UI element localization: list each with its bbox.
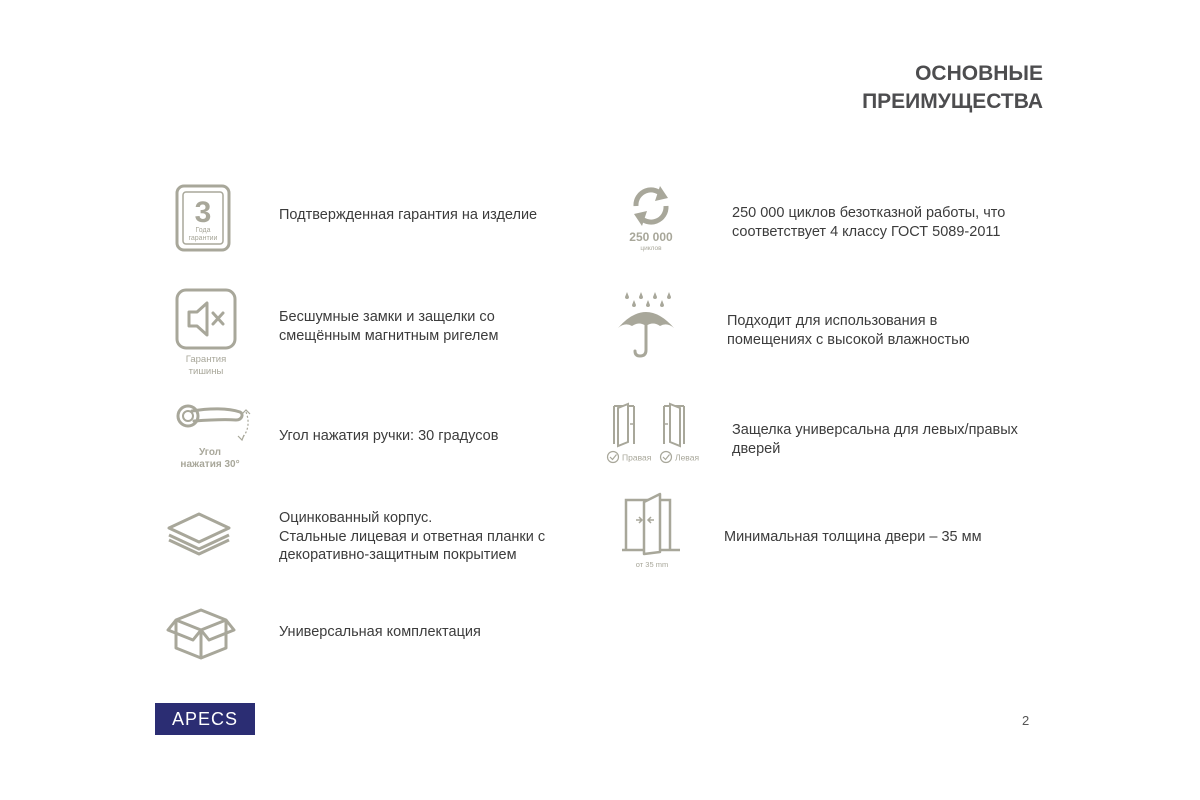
feature-text-line: Стальные лицевая и ответная планки с [279, 528, 546, 545]
feature-layers-text [279, 509, 545, 565]
feature-text-line: Универсальная комплектация [279, 624, 481, 640]
feature-thickness-text [724, 528, 982, 547]
door-thickness-icon [620, 492, 684, 572]
feature-text-line: Оцинкованный корпус. [279, 510, 433, 526]
door-icon-label-left: Левая [675, 452, 700, 463]
feature-text-line: Угол нажатия ручки: 30 градусов [279, 428, 499, 444]
handle-icon-caption-2: нажатия 30° [180, 459, 240, 470]
warranty-3-years-icon [175, 184, 231, 254]
silent-speaker-icon [175, 288, 237, 378]
apecs-logo: APECS [155, 703, 255, 735]
feature-text-line: Минимальная толщина двери – 35 мм [724, 529, 982, 545]
page-title-line-2: ПРЕИМУЩЕСТВА [862, 90, 1043, 113]
feature-text-line: 250 000 циклов безотказной работы, что [732, 205, 1006, 221]
page-number: 2 [1022, 713, 1030, 728]
warranty-icon-caption-2: гарантии [188, 235, 218, 242]
feature-text-line: дверей [732, 440, 781, 457]
handle-icon-caption-1: Угол [198, 447, 222, 458]
feature-box-text [279, 623, 481, 642]
feature-text-line: Подходит для использования в [727, 313, 938, 329]
warranty-icon-caption-1: Года [195, 227, 211, 234]
cycles-icon-number: 250 000 [629, 230, 673, 244]
feature-text-line: помещениях с высокой влажностью [727, 331, 970, 348]
handle-angle-icon [170, 400, 254, 472]
door-icon-label-right: Правая [622, 452, 652, 463]
feature-silent-text [279, 308, 498, 345]
box-icon [166, 602, 236, 660]
warranty-icon-number: 3 [194, 196, 212, 229]
cycles-icon-caption: циклов [640, 245, 662, 252]
feature-warranty-text [279, 206, 537, 225]
feature-text-line: Бесшумные замки и защелки со [279, 309, 495, 325]
umbrella-rain-icon [614, 290, 678, 358]
feature-doors-text [732, 421, 1018, 458]
layers-icon [166, 510, 232, 556]
feature-text-line: Защелка универсальна для левых/правых [732, 422, 1018, 438]
cycles-icon [620, 182, 682, 254]
feature-text-line: декоративно-защитным покрытием [279, 547, 517, 563]
left-right-door-icon [604, 402, 708, 466]
page-title [862, 60, 1043, 116]
feature-cycles-text [732, 204, 1005, 241]
feature-text-line: смещённым магнитным ригелем [279, 327, 499, 344]
thickness-icon-caption: от 35 mm [635, 560, 669, 569]
silent-icon-caption-1: Гарантия [185, 354, 227, 365]
page-title-line-1: ОСНОВНЫЕ [915, 62, 1043, 85]
feature-handle-text [279, 427, 498, 446]
feature-text-line: Подтвержденная гарантия на изделие [279, 207, 538, 223]
silent-icon-caption-2: тишины [188, 366, 224, 377]
feature-text-line: соответствует 4 классу ГОСТ 5089-2011 [732, 223, 1001, 240]
feature-humidity-text [727, 312, 970, 349]
